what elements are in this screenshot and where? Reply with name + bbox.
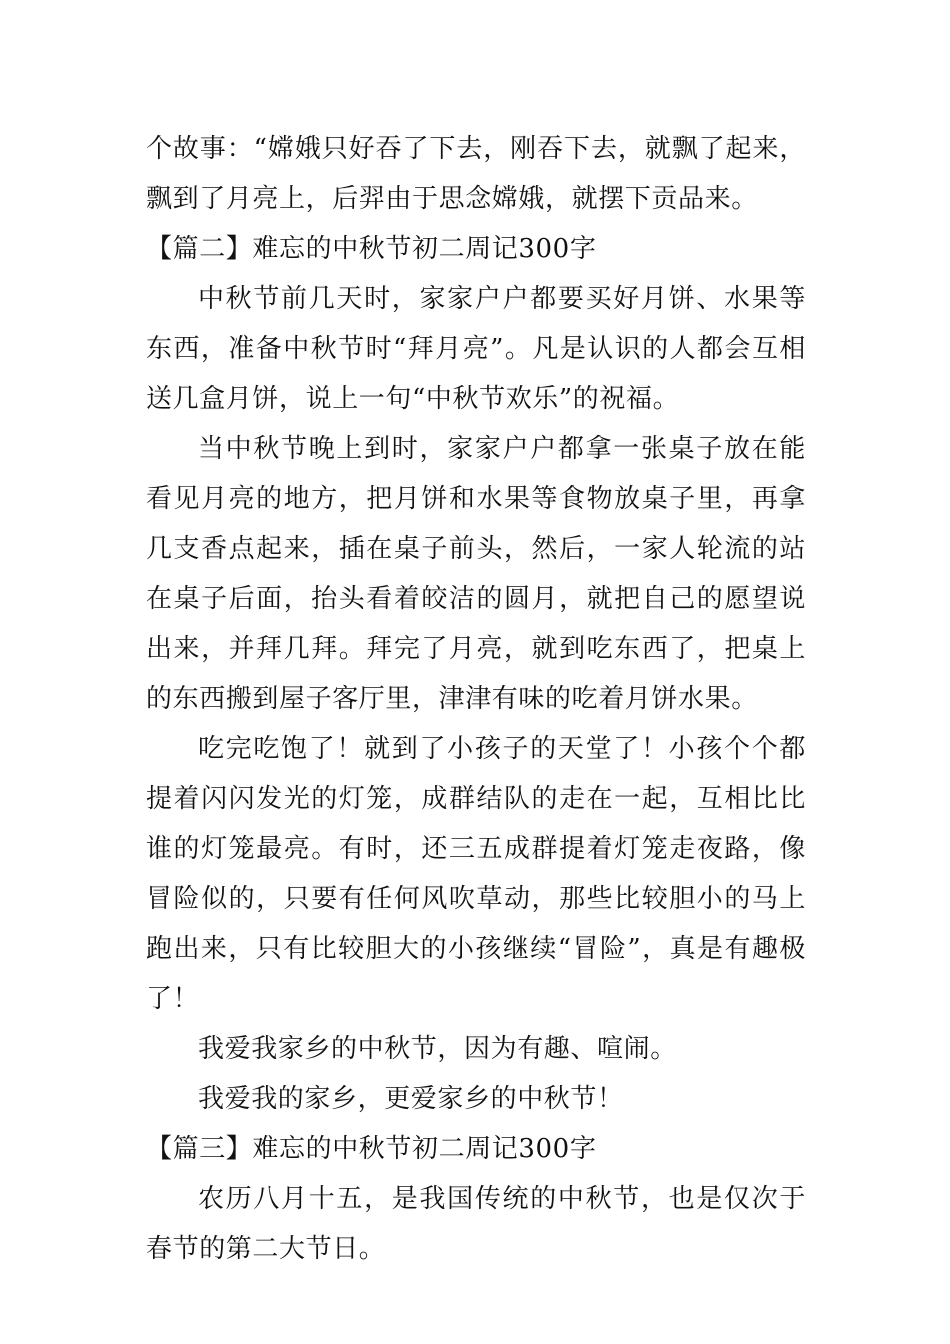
- paragraph-preparation: 中秋节前几天时，家家户户都要买好月饼、水果等东西，准备中秋节时“拜月亮”。凡是认识的人都会互相送几盒月饼，说上一句“中秋节欢乐”的祝福。: [146, 284, 806, 414]
- paragraph-moon-worship: 当中秋节晚上到时，家家户户都拿一张桌子放在能看见月亮的地方，把月饼和水果等食物放桌子里，再拿几支香点起来，插在桌子前头，然后，一家人轮流的站在桌子后面，抬头看着皎洁的圆月，就把自己的愿望说出来，并拜几拜。拜完了月亮，就到吃东西了，把桌上的东西搬到屋子客厅里，津津有味的吃着月饼水果。: [146, 434, 806, 714]
- section-heading-part-two: 【篇二】难忘的中秋节初二周记300字: [146, 234, 597, 264]
- section-heading-part-three: 【篇三】难忘的中秋节初二周记300字: [146, 1134, 597, 1164]
- paragraph-love-hometown: 我爱我的家乡，更爱家乡的中秋节！: [198, 1084, 624, 1114]
- paragraph-continuation: 个故事：“嫦娥只好吞了下去，刚吞下去，就飘了起来，飘到了月亮上，后羿由于思念嫦娥，就摆下贡品来。: [146, 134, 806, 214]
- paragraph-love-hometown-festival: 我爱我家乡的中秋节，因为有趣、喧闹。: [198, 1034, 677, 1064]
- paragraph-lunar-calendar: 农历八月十五，是我国传统的中秋节，也是仅次于春节的第二大节日。: [146, 1184, 806, 1264]
- paragraph-lanterns: 吃完吃饱了！就到了小孩子的天堂了！小孩个个都提着闪闪发光的灯笼，成群结队的走在一起，互相比比谁的灯笼最亮。有时，还三五成群提着灯笼走夜路，像冒险似的，只要有任何风吹草动，那些比较胆小的马上跑出来，只有比较胆大的小孩继续“冒险”，真是有趣极了！: [146, 734, 806, 1014]
- document-page: [146, 124, 806, 1274]
